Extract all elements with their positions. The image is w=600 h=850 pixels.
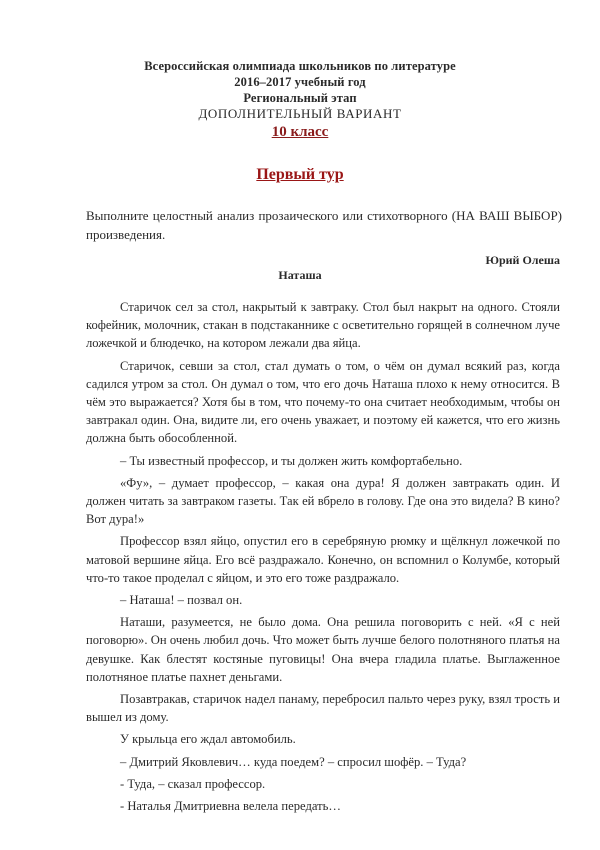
grade-label: 10 класс bbox=[271, 124, 329, 140]
story-title: Наташа bbox=[278, 268, 322, 282]
story-paragraph: – Дмитрий Яковлевич… куда поедем? – спросил шофёр. – Туда? bbox=[120, 754, 467, 769]
story-paragraph: Старичок, севши за стол, стал думать о том, о чём он думал всякий раз, когда садился утром за стол. Он думал о том, что его дочь Наташа плохо к нему относится. В чём это выражается? Хотя бы в том, что почему-то она считает необходимым, чтобы он завтракал один. Она, видите ли, его очень уважает, и поэтому ей кажется, что его жизнь должна быть обособленной. bbox=[86, 358, 560, 446]
story-paragraph: Старичок сел за стол, накрытый к завтраку. Стол был накрыт на одного. Стояли кофейник, молочник, стакан в подстаканнике с осветительно горящей в солнечном луче ложечкой и блюдечко, на котором лежали два яйца. bbox=[86, 300, 560, 351]
story-paragraph: Профессор взял яйцо, опустил его в серебряную рюмку и щёлкнул ложечкой по матовой вершине яйца. Его всё раздражало. Конечно, он вспомнил о Колумбе, который что-то такое проделал с яйцом, и это его тоже раздражало. bbox=[86, 534, 560, 585]
story-paragraph: – Ты известный профессор, и ты должен жить комфортабельно. bbox=[120, 453, 463, 468]
author-name: Юрий Олеша bbox=[485, 253, 560, 267]
stage: Региональный этап bbox=[243, 91, 357, 105]
header-block bbox=[0, 58, 600, 141]
story-paragraph: - Наталья Дмитриевна велела передать… bbox=[120, 799, 341, 814]
olympiad-title: Всероссийская олимпиада школьников по литературе bbox=[144, 59, 456, 73]
school-year: 2016–2017 учебный год bbox=[234, 75, 366, 89]
story-paragraph: Наташи, разумеется, не было дома. Она решила поговорить с ней. «Я с ней поговорю». Он очень любил дочь. Что может быть лучше белого полотняного платья на девушке. Как блестят костяные пуговицы! Она вчера гладила платье. Выглаженное полотняное платье пахнет деньгами. bbox=[86, 615, 560, 684]
story-paragraph: - Туда, – сказал профессор. bbox=[120, 776, 266, 791]
story-text bbox=[86, 298, 560, 819]
story-paragraph: «Фу», – думает профессор, – какая она дура! Я должен завтракать один. И должен читать за завтраком газеты. Так ей вбрело в голову. Где она это видела? В кино? Вот дура!» bbox=[86, 475, 560, 527]
story-paragraph: Позавтракав, старичок надел панаму, перебросил пальто через руку, взял трость и вышел из дому. bbox=[86, 692, 560, 725]
story-paragraph: У крыльца его ждал автомобиль. bbox=[120, 732, 296, 747]
variant-label: ДОПОЛНИТЕЛЬНЫЙ ВАРИАНТ bbox=[198, 106, 402, 121]
tour-title: Первый тур bbox=[256, 166, 344, 183]
story-paragraph: – Наташа! – позвал он. bbox=[120, 593, 243, 608]
task-instruction: Выполните целостный анализ прозаического или стихотворного (НА ВАШ ВЫБОР) произведения. bbox=[86, 208, 562, 242]
